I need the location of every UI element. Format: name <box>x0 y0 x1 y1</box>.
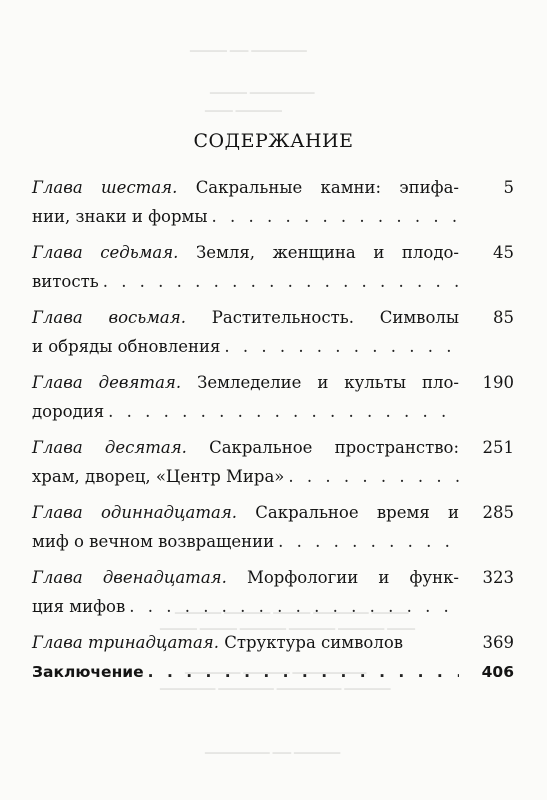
toc-entry-second-line <box>32 332 459 361</box>
chapter-title: Морфологии и функ- <box>246 568 459 587</box>
toc-entry-chapter-8[interactable] <box>32 303 514 361</box>
dot-leader <box>212 202 460 231</box>
bleed-through-text: ▁▁▁▁ ▁▁▁▁▁▁▁ <box>210 80 315 94</box>
dot-leader <box>148 658 459 687</box>
dot-leader <box>129 592 459 621</box>
page-number: 323 <box>482 568 514 587</box>
chapter-title: Земля, женщина и плодо- <box>196 243 459 262</box>
toc-entry-second-line <box>32 462 459 491</box>
toc-entry-chapter-9[interactable] <box>32 368 514 426</box>
toc-entry-first-line <box>32 238 459 267</box>
chapter-title-continued: ция мифов <box>32 597 126 616</box>
page-number: 369 <box>482 633 514 652</box>
bleed-through-text: ▁▁▁▁ ▁▁▁▁ ▁▁▁▁▁ ▁▁▁▁▁ ▁▁▁▁▁ ▁▁▁ <box>160 616 415 630</box>
toc-entry-second-line <box>32 397 459 426</box>
toc-entry-chapter-13[interactable] <box>32 628 514 657</box>
toc-entry-chapter-11[interactable] <box>32 498 514 556</box>
bleed-through-text: ▁▁▁ ▁▁▁▁▁ <box>205 98 282 112</box>
toc-entry-first-line <box>32 368 459 397</box>
toc-entry-first-line <box>32 498 459 527</box>
toc-entry-first-line <box>32 433 459 462</box>
toc-entry-first-line <box>32 628 459 657</box>
page-number: 85 <box>493 308 514 327</box>
chapter-title: Растительность. Символы <box>211 308 460 327</box>
toc-entry-chapter-6[interactable] <box>32 173 514 231</box>
toc-entry-first-line <box>32 658 459 687</box>
toc-entry-second-line <box>32 267 459 296</box>
chapter-label: Глава восьмая. <box>32 308 186 327</box>
chapter-label: Глава двенадцатая. <box>32 568 227 587</box>
table-of-contents <box>32 173 514 694</box>
toc-entry-first-line <box>32 303 459 332</box>
chapter-label: Глава десятая. <box>32 438 187 457</box>
chapter-title-continued: миф о вечном возвращении <box>32 532 275 551</box>
chapter-title: Сакральные камни: эпифа- <box>195 178 459 197</box>
bleed-through-text: ▁▁▁▁▁▁ ▁▁▁▁▁▁ ▁▁▁▁▁▁▁ ▁▁▁▁▁ <box>160 676 391 690</box>
dot-leader <box>288 462 459 491</box>
bleed-through-text: ▁▁▁▁▁ ▁▁▁▁▁ ▁▁▁▁ ▁▁▁▁▁▁ ▁▁▁▁ <box>175 600 409 614</box>
chapter-label: Глава тринадцатая. <box>32 633 219 652</box>
chapter-title-continued: нии, знаки и формы <box>32 207 208 226</box>
conclusion-label: Заключение <box>32 663 144 681</box>
toc-entry-second-line <box>32 527 459 556</box>
bleed-through-text: ▁▁▁▁ ▁▁ ▁▁▁▁▁▁ <box>190 38 307 52</box>
chapter-label: Глава шестая. <box>32 178 178 197</box>
page-number: 285 <box>482 503 514 522</box>
chapter-label: Глава девятая. <box>32 373 182 392</box>
chapter-title: Земледелие и культы пло- <box>197 373 460 392</box>
toc-entry-first-line <box>32 563 459 592</box>
chapter-title: Сакральное время и <box>255 503 460 522</box>
page-number: 5 <box>503 178 514 197</box>
page-number: 45 <box>493 243 514 262</box>
dot-leader <box>278 527 459 556</box>
toc-entry-chapter-7[interactable] <box>32 238 514 296</box>
bleed-through-text: ▁▁▁▁▁▁▁ ▁▁ ▁▁▁▁▁ <box>205 740 341 754</box>
toc-entry-chapter-10[interactable] <box>32 433 514 491</box>
page-number: 406 <box>481 663 514 681</box>
page-number: 251 <box>482 438 514 457</box>
chapter-title: Структура символов <box>224 633 404 652</box>
dot-leader <box>108 397 459 426</box>
bleed-through-text: ▁▁▁▁▁▁ ▁▁▁▁▁ ▁▁▁▁▁▁▁▁ <box>185 660 367 674</box>
toc-entry-chapter-12[interactable] <box>32 563 514 621</box>
page-title: СОДЕРЖАНИЕ <box>193 130 354 152</box>
toc-entry-first-line <box>32 173 459 202</box>
chapter-title-continued: и обряды обновления <box>32 337 221 356</box>
chapter-title-continued: витость <box>32 272 99 291</box>
page-number: 190 <box>482 373 514 392</box>
toc-entry-second-line <box>32 202 459 231</box>
chapter-label: Глава одиннадцатая. <box>32 503 238 522</box>
chapter-label: Глава седьмая. <box>32 243 179 262</box>
chapter-title-continued: храм, дворец, «Центр Мира» <box>32 467 285 486</box>
dot-leader <box>103 267 459 296</box>
chapter-title: Сакральное пространство: <box>209 438 460 457</box>
dot-leader <box>224 332 459 361</box>
toc-entry-conclusion[interactable] <box>32 658 514 687</box>
chapter-title-continued: дородия <box>32 402 105 421</box>
toc-entry-second-line <box>32 592 459 621</box>
